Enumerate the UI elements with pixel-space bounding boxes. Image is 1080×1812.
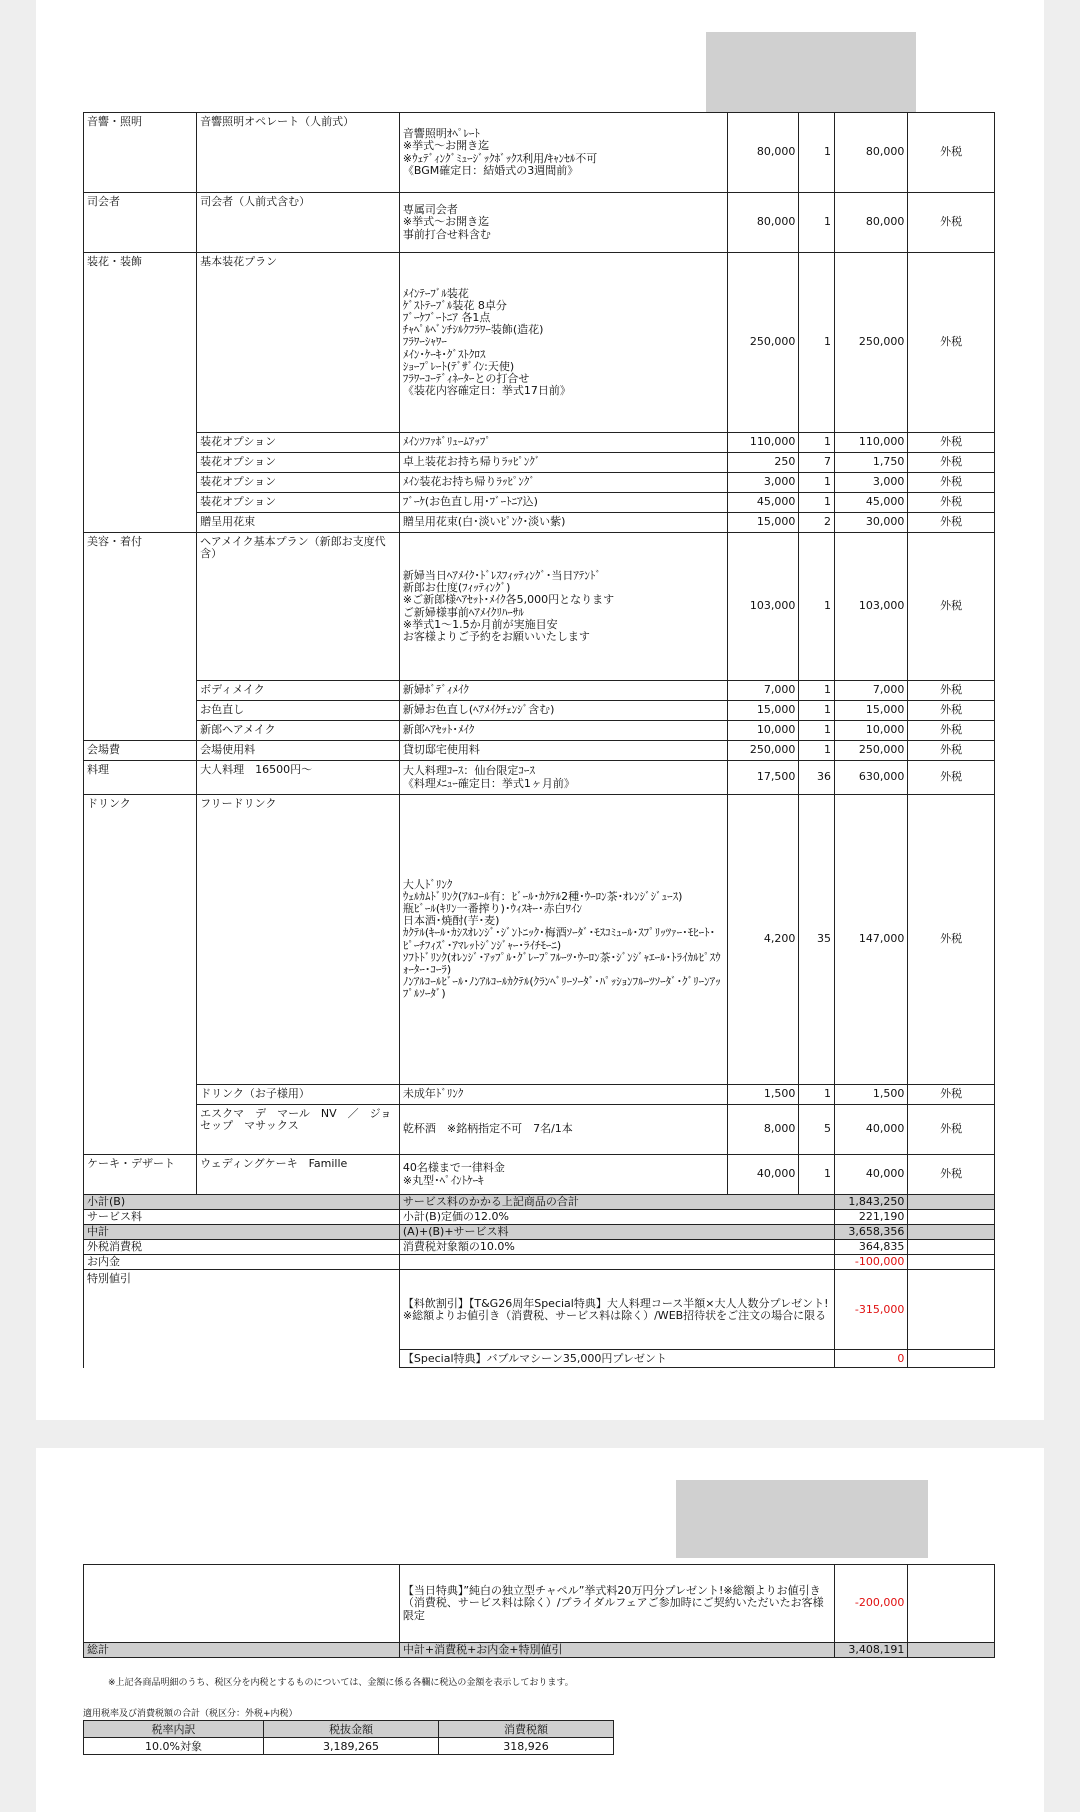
item-name-cell: お色直し [197,701,400,721]
unit-price-cell: 1,500 [728,1085,799,1105]
amount-cell: 110,000 [834,433,907,453]
category-cell: 音響・照明 [84,113,197,193]
amount-cell: 1,750 [834,453,907,473]
grand-total-label: 総計 [84,1643,197,1658]
item-row [84,1105,995,1155]
grand-total-desc: 中計+消費税+お内金+特別値引 [399,1643,834,1658]
tax-table-cell: 318,926 [439,1738,614,1755]
unit-price-cell: 3,000 [728,473,799,493]
tax-type-cell: 外税 [908,1105,995,1155]
summary-label: 中計 [84,1225,197,1240]
description-cell: 大人料理ｺｰｽ：仙台限定ｺｰｽ 《料理ﾒﾆｭｰ確定日：挙式1ヶ月前》 [399,761,727,795]
tax-row [84,1240,995,1255]
tax-type-cell: 外税 [908,761,995,795]
item-row [84,433,995,453]
redacted-block [706,32,916,112]
tax-table-cell: 10.0%対象 [84,1738,264,1755]
quantity-cell: 1 [799,1085,835,1105]
item-name-cell: ボディメイク [197,681,400,701]
summary-desc [399,1255,834,1270]
summary-amount: 221,190 [834,1210,907,1225]
amount-cell: 630,000 [834,761,907,795]
item-name-cell: 装花オプション [197,453,400,473]
tax-type-cell: 外税 [908,1085,995,1105]
amount-cell: 15,000 [834,701,907,721]
summary-amount: 3,658,356 [834,1225,907,1240]
description-cell: 新郎ﾍｱｾｯﾄ･ﾒｲｸ [399,721,727,741]
item-row [84,113,995,193]
discount-desc: 【料飲割引】【T&G26周年Special特典】大人料理コース半額×大人人数分プレゼント!※総額よりお値引き（消費税、サービス料は除く）/WEB招待状をご注文の場合に限る [399,1270,834,1350]
estimate-table-continued [83,1564,995,1658]
unit-price-cell: 250,000 [728,253,799,433]
estimate-page-1 [36,0,1044,1420]
category-cell: 会場費 [84,741,197,761]
summary-amount: 364,835 [834,1240,907,1255]
tax-type-cell: 外税 [908,721,995,741]
amount-cell: 40,000 [834,1155,907,1195]
summary-amount: -100,000 [834,1255,907,1270]
unit-price-cell: 40,000 [728,1155,799,1195]
redacted-block [676,1480,928,1558]
service-row [84,1210,995,1225]
description-cell: 新婦当日ﾍｱﾒｲｸ･ﾄﾞﾚｽﾌｨｯﾃｨﾝｸﾞ･当日ｱﾃﾝﾄﾞ 新郎お仕度(ﾌｨｯﾃｨﾝｸﾞ) ※ご新郎様ﾍｱｾｯﾄ･ﾒｲｸ各5,000円となります ご新婦様事前ﾍｱﾒｲｸﾘﾊｰｻﾙ ※挙式1～1.5か月前が実施目安 お客様よりご予約をお願いいたします [399,533,727,681]
description-cell: ﾒｲﾝｿﾌｧﾎﾞﾘｭｰﾑｱｯﾌﾟ [399,433,727,453]
tax-type-cell: 外税 [908,193,995,253]
discount-amount: 0 [834,1350,907,1368]
quantity-cell: 1 [799,741,835,761]
item-name-cell: 司会者（人前式含む） [197,193,400,253]
subtotal-row [84,1195,995,1210]
tax-type-cell: 外税 [908,701,995,721]
item-row [84,741,995,761]
unit-price-cell: 250 [728,453,799,473]
quantity-cell: 1 [799,701,835,721]
item-name-cell: 基本装花プラン [197,253,400,433]
deposit-row [84,1255,995,1270]
amount-cell: 45,000 [834,493,907,513]
item-row [84,681,995,701]
item-row [84,513,995,533]
description-cell: 未成年ﾄﾞﾘﾝｸ [399,1085,727,1105]
item-name-cell: 音響照明オペレート（人前式） [197,113,400,193]
quantity-cell: 1 [799,113,835,193]
item-row [84,473,995,493]
category-cell: ケーキ・デザート [84,1155,197,1195]
tax-summary-table [83,1720,614,1755]
item-name-cell: 装花オプション [197,473,400,493]
item-row [84,253,995,433]
special-discount-row [84,1565,995,1643]
estimate-page-2 [36,1448,1044,1812]
quantity-cell: 5 [799,1105,835,1155]
discount-desc: 【当日特典】”純白の独立型チャペル”挙式料20万円分プレゼント!※総額よりお値引き（消費税、サービス料は除く）/ブライダルフェアご参加時にご契約いただいたお客様限定 [399,1565,834,1643]
tax-table-header: 税抜金額 [264,1721,439,1738]
unit-price-cell: 7,000 [728,681,799,701]
unit-price-cell: 10,000 [728,721,799,741]
summary-label: 特別値引 [84,1270,197,1350]
middle-total-row [84,1225,995,1240]
item-row [84,493,995,513]
item-name-cell: 会場使用料 [197,741,400,761]
tax-type-cell: 外税 [908,681,995,701]
unit-price-cell: 4,200 [728,795,799,1085]
summary-label: 小計(B) [84,1195,197,1210]
description-cell: 乾杯酒 ※銘柄指定不可 7名/1本 [399,1105,727,1155]
tax-table-header: 税率内訳 [84,1721,264,1738]
quantity-cell: 36 [799,761,835,795]
item-row [84,1155,995,1195]
category-cell: 料理 [84,761,197,795]
item-row [84,701,995,721]
unit-price-cell: 15,000 [728,513,799,533]
unit-price-cell: 103,000 [728,533,799,681]
amount-cell: 30,000 [834,513,907,533]
tax-type-cell: 外税 [908,493,995,513]
discount-desc: 【Special特典】バブルマシーン35,000円プレゼント [399,1350,834,1368]
item-name-cell: ドリンク（お子様用） [197,1085,400,1105]
amount-cell: 3,000 [834,473,907,493]
tax-type-cell: 外税 [908,433,995,453]
item-name-cell: 大人料理 16500円～ [197,761,400,795]
summary-amount: 1,843,250 [834,1195,907,1210]
amount-cell: 250,000 [834,253,907,433]
tax-table-cell: 3,189,265 [264,1738,439,1755]
item-name-cell: 新郎ヘアメイク [197,721,400,741]
item-row [84,761,995,795]
quantity-cell: 1 [799,721,835,741]
item-row [84,453,995,473]
tax-type-cell: 外税 [908,795,995,1085]
tax-type-cell: 外税 [908,453,995,473]
item-name-cell: 装花オプション [197,433,400,453]
quantity-cell: 1 [799,473,835,493]
summary-desc: 小計(B)定価の12.0% [399,1210,834,1225]
quantity-cell: 7 [799,453,835,473]
amount-cell: 147,000 [834,795,907,1085]
description-cell: 大人ﾄﾞﾘﾝｸ ｳｪﾙｶﾑﾄﾞﾘﾝｸ(ｱﾙｺｰﾙ有：ﾋﾞｰﾙ･ｶｸﾃﾙ2種･ｳｰﾛﾝ茶･ｵﾚﾝｼﾞｼﾞｭｰｽ) 瓶ﾋﾞｰﾙ(ｷﾘﾝ一番搾り)･ｳｨｽｷｰ･赤白ﾜｲﾝ 日本酒･焼酎(芋･麦) ｶｸﾃﾙ(ｷｰﾙ･ｶｼｽｵﾚﾝｼﾞ･ｼﾞﾝﾄﾆｯｸ･梅酒ｿｰﾀﾞ･ﾓｽｺﾐｭｰﾙ･ｽﾌﾟﾘｯﾂｧｰ･ﾓﾋｰﾄ･ﾋﾟｰﾁﾌｨｽﾞ･ｱﾏﾚｯﾄｼﾞﾝｼﾞｬｰ･ﾗｲﾁﾓｰﾆ) ｿﾌﾄﾄﾞﾘﾝｸ(ｵﾚﾝｼﾞ･ｱｯﾌﾟﾙ･ｸﾞﾚｰﾌﾟﾌﾙｰﾂ･ｳｰﾛﾝ茶･ｼﾞﾝｼﾞｬｴｰﾙ･ﾄﾗｲｶﾙﾋﾟｽｳｫｰﾀｰ･ｺｰﾗ) ﾉﾝｱﾙｺｰﾙﾋﾞｰﾙ･ﾉﾝｱﾙｺｰﾙｶｸﾃﾙ(ｸﾗﾝﾍﾞﾘｰｿｰﾀﾞ･ﾊﾟｯｼｮﾝﾌﾙｰﾂｿｰﾀﾞ･ｸﾞﾘｰﾝｱｯﾌﾟﾙｿｰﾀﾞ) [399,795,727,1085]
amount-cell: 1,500 [834,1085,907,1105]
grand-total-row [84,1643,995,1658]
quantity-cell: 1 [799,533,835,681]
summary-desc: サービス料のかかる上記商品の合計 [399,1195,834,1210]
unit-price-cell: 80,000 [728,193,799,253]
estimate-table [83,112,995,1368]
summary-desc: (A)+(B)+サービス料 [399,1225,834,1240]
quantity-cell: 35 [799,795,835,1085]
unit-price-cell: 8,000 [728,1105,799,1155]
quantity-cell: 1 [799,1155,835,1195]
unit-price-cell: 80,000 [728,113,799,193]
tax-type-cell: 外税 [908,533,995,681]
summary-label: 外税消費税 [84,1240,197,1255]
quantity-cell: 1 [799,193,835,253]
tax-type-cell: 外税 [908,741,995,761]
quantity-cell: 1 [799,493,835,513]
summary-label: お内金 [84,1255,197,1270]
amount-cell: 250,000 [834,741,907,761]
amount-cell: 40,000 [834,1105,907,1155]
description-cell: 貸切邸宅使用料 [399,741,727,761]
amount-cell: 7,000 [834,681,907,701]
special-discount-row [84,1350,995,1368]
summary-desc: 消費税対象額の10.0% [399,1240,834,1255]
tax-type-cell: 外税 [908,513,995,533]
tax-type-cell: 外税 [908,113,995,193]
amount-cell: 80,000 [834,193,907,253]
tax-type-cell: 外税 [908,1155,995,1195]
tax-type-cell: 外税 [908,473,995,493]
category-cell: 装花・装飾 [84,253,197,533]
description-cell: ﾌﾞｰｹ(お色直し用･ﾌﾞｰﾄﾆｱ込) [399,493,727,513]
grand-total-amount: 3,408,191 [834,1643,907,1658]
description-cell: 贈呈用花束(白･淡いﾋﾟﾝｸ･淡い紫) [399,513,727,533]
unit-price-cell: 110,000 [728,433,799,453]
description-cell: 40名様まで一律料金 ※丸型･ﾍﾟｲﾝﾄｹｰｷ [399,1155,727,1195]
amount-cell: 103,000 [834,533,907,681]
item-row [84,721,995,741]
item-name-cell: 装花オプション [197,493,400,513]
description-cell: ﾒｲﾝ装花お持ち帰りﾗｯﾋﾟﾝｸﾞ [399,473,727,493]
tax-table-title: 適用税率及び消費税額の合計（税区分：外税+内税） [83,1709,298,1719]
unit-price-cell: 250,000 [728,741,799,761]
tax-table-header: 消費税額 [439,1721,614,1738]
item-name-cell: フリードリンク [197,795,400,1085]
description-cell: 新婦お色直し(ﾍｱﾒｲｸﾁｪﾝｼﾞ含む) [399,701,727,721]
quantity-cell: 1 [799,681,835,701]
description-cell: 卓上装花お持ち帰りﾗｯﾋﾟﾝｸﾞ [399,453,727,473]
item-name-cell: エスクマ デ マール NV ／ ジョセップ マサックス [197,1105,400,1155]
category-cell: 美容・着付 [84,533,197,741]
description-cell: 音響照明ｵﾍﾟﾚｰﾄ ※挙式～お開き迄 ※ｳｪﾃﾞｨﾝｸﾞﾐｭｰｼﾞｯｸﾎﾞｯｸｽ利用/ｷｬﾝｾﾙ不可 《BGM確定日：結婚式の3週間前》 [399,113,727,193]
description-cell: ﾒｲﾝﾃｰﾌﾞﾙ装花 ｹﾞｽﾄﾃｰﾌﾞﾙ装花 8卓分 ﾌﾞｰｹﾌﾞｰﾄﾆｱ 各1点 ﾁｬﾍﾟﾙﾍﾞﾝﾁｼﾙｸﾌﾗﾜｰ装飾(造花) ﾌﾗﾜｰｼｬﾜｰ ﾒｲﾝ･ｹｰｷ･ｸﾞｽﾄｸﾛｽ ｼｮｰﾌﾟﾚｰﾄ(ﾃﾞｻﾞｲﾝ:天使) ﾌﾗﾜｰｺｰﾃﾞｨﾈｰﾀｰとの打合せ 《装花内容確定日：挙式17日前》 [399,253,727,433]
tax-type-cell: 外税 [908,253,995,433]
amount-cell: 10,000 [834,721,907,741]
discount-amount: -200,000 [834,1565,907,1643]
special-discount-row [84,1270,995,1350]
description-cell: 専属司会者 ※挙式～お開き迄 事前打合せ料含む [399,193,727,253]
item-row [84,193,995,253]
item-row [84,1085,995,1105]
amount-cell: 80,000 [834,113,907,193]
item-name-cell: ウェディングケーキ Famille [197,1155,400,1195]
item-row [84,533,995,681]
tax-note: ※上記各商品明細のうち、税区分を内税とするものについては、金額に係る各欄に税込の金額を表示しております。 [108,1678,574,1688]
quantity-cell: 1 [799,253,835,433]
description-cell: 新婦ﾎﾞﾃﾞｨﾒｲｸ [399,681,727,701]
discount-amount: -315,000 [834,1270,907,1350]
category-cell: ドリンク [84,795,197,1155]
item-name-cell: ヘアメイク基本プラン（新郎お支度代含） [197,533,400,681]
quantity-cell: 1 [799,433,835,453]
summary-label: サービス料 [84,1210,197,1225]
item-row [84,795,995,1085]
unit-price-cell: 45,000 [728,493,799,513]
unit-price-cell: 17,500 [728,761,799,795]
item-name-cell: 贈呈用花束 [197,513,400,533]
quantity-cell: 2 [799,513,835,533]
category-cell: 司会者 [84,193,197,253]
unit-price-cell: 15,000 [728,701,799,721]
